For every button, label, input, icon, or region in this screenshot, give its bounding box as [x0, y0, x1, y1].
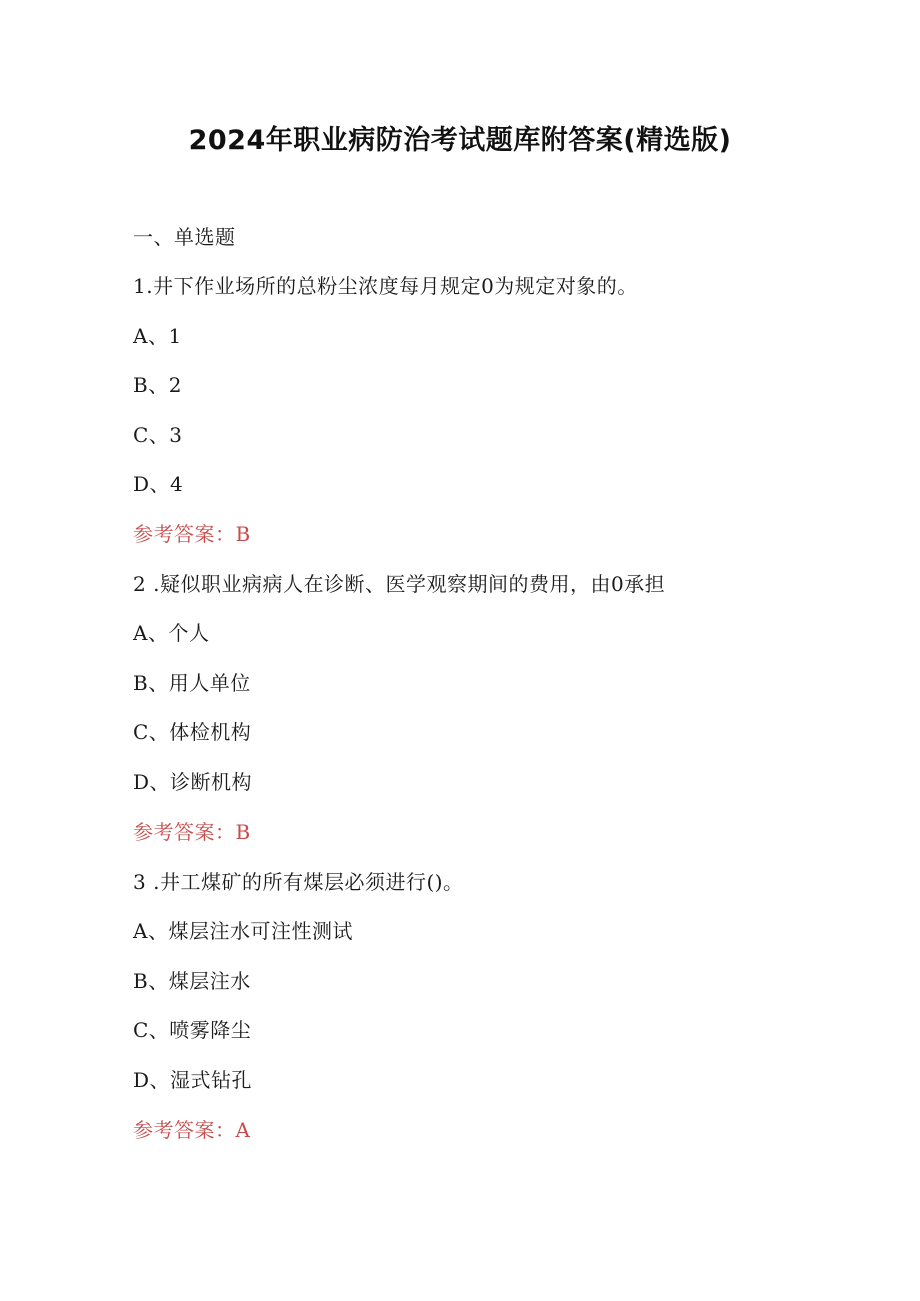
- question-1-option-a: A、1: [133, 324, 182, 348]
- question-3-option-d: D、湿式钻孔: [133, 1068, 253, 1092]
- question-3-option-a: A、煤层注水可注性测试: [133, 919, 353, 943]
- question-1-answer: 参考答案：B: [133, 522, 251, 546]
- question-1-option-b: B、2: [133, 373, 182, 397]
- section-heading: 一、单选题: [133, 225, 236, 249]
- question-2-option-c: C、体检机构: [133, 720, 252, 744]
- question-1-option-d: D、4: [133, 472, 184, 496]
- document-title: 2024年职业病防治考试题库附答案(精选版): [188, 125, 732, 156]
- question-1-option-c: C、3: [133, 423, 183, 447]
- question-2-stem: 2 .疑似职业病病人在诊断、医学观察期间的费用，由0承担: [133, 572, 666, 596]
- question-2-answer: 参考答案：B: [133, 820, 251, 844]
- question-3-option-b: B、煤层注水: [133, 969, 251, 993]
- question-3-stem: 3 .井工煤矿的所有煤层必须进行()。: [133, 870, 464, 894]
- question-3-option-c: C、喷雾降尘: [133, 1018, 252, 1042]
- question-2-option-b: B、用人单位: [133, 671, 251, 695]
- question-2-option-d: D、诊断机构: [133, 770, 253, 794]
- question-1-stem: 1.井下作业场所的总粉尘浓度每月规定0为规定对象的。: [133, 274, 638, 298]
- question-2-option-a: A、个人: [133, 621, 210, 645]
- question-3-answer: 参考答案：A: [133, 1118, 251, 1142]
